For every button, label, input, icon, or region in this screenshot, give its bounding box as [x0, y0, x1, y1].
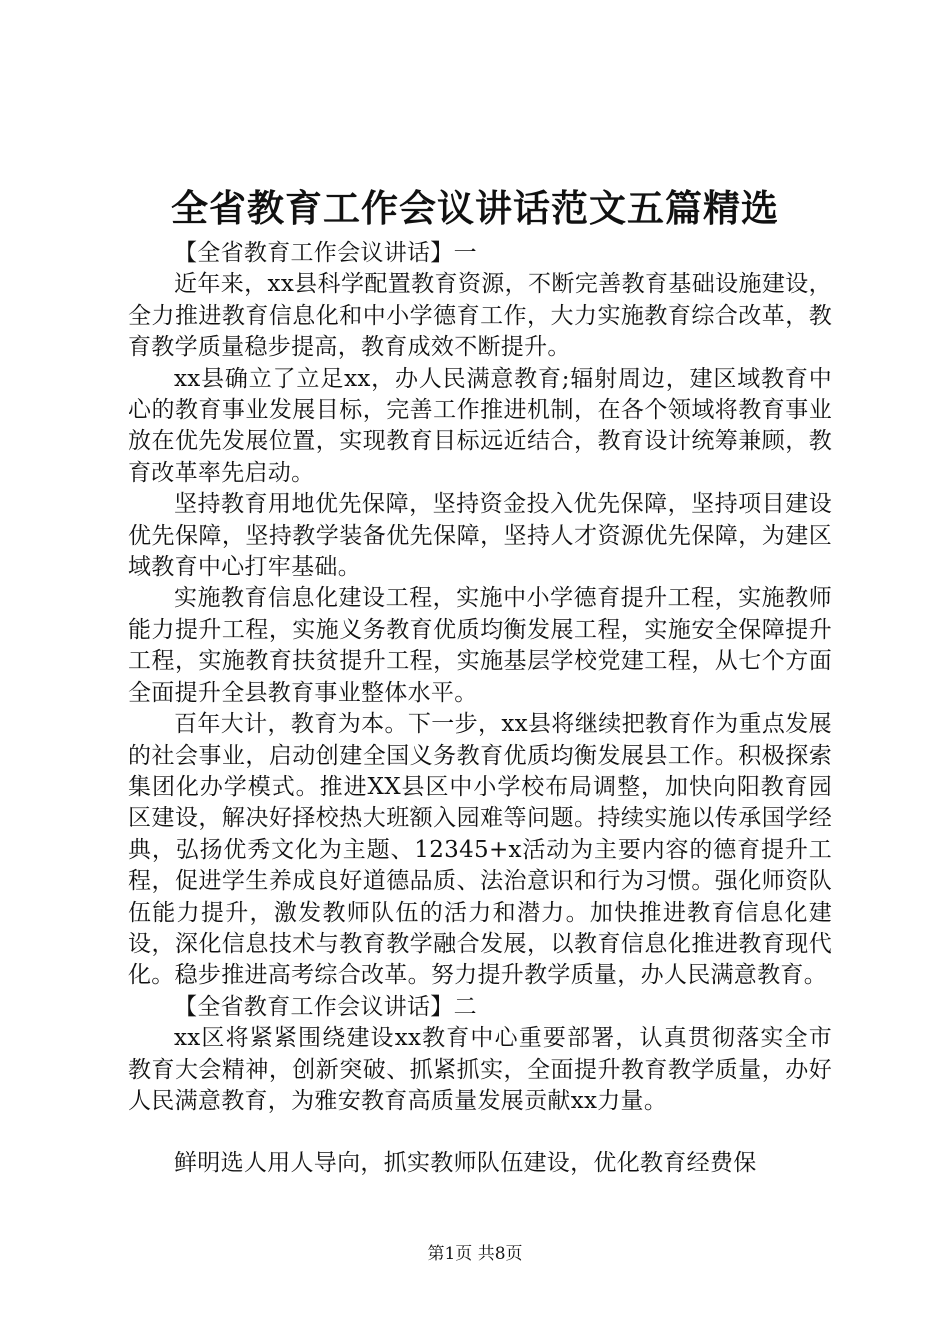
document-body [128, 238, 832, 1180]
paragraph: xx区将紧紧围绕建设xx教育中心重要部署，认真贯彻落实全市教育大会精神，创新突破、抓紧抓实，全面提升教育教学质量，办好人民满意教育，为雅安教育高质量发展贡献xx力量。 [128, 1025, 832, 1114]
paragraph: 坚持教育用地优先保障，坚持资金投入优先保障，坚持项目建设优先保障，坚持教学装备优先保障，坚持人才资源优先保障，为建区域教育中心打牢基础。 [128, 491, 832, 581]
paragraph: 实施教育信息化建设工程，实施中小学德育提升工程，实施教师能力提升工程，实施义务教育优质均衡发展工程，实施安全保障提升工程，实施教育扶贫提升工程，实施基层学校党建工程，从七个方面全面提升全县教育事业整体水平。 [128, 585, 832, 706]
section-heading-1: 【全省教育工作会议讲话】一 [174, 240, 477, 266]
paragraph: xx县确立了立足xx，办人民满意教育;辐射周边，建区域教育中心的教育事业发展目标，完善工作推进机制，在各个领域将教育事业放在优先发展位置，实现教育目标远近结合，教育设计统筹兼顾，教育改革率先启动。 [128, 365, 832, 486]
page-footer: 第1页 共8页 [427, 1244, 523, 1264]
paragraph: 鲜明选人用人导向，抓实教师队伍建设，优化教育经费保 [174, 1150, 757, 1177]
paragraph: 近年来，xx县科学配置教育资源，不断完善教育基础设施建设，全力推进教育信息化和中小学德育工作，大力实施教育综合改革，教育教学质量稳步提高，教育成效不断提升。 [128, 271, 832, 361]
paragraph: 百年大计，教育为本。下一步，xx县将继续把教育作为重点发展的社会事业，启动创建全国义务教育优质均衡发展县工作。积极探索集团化办学模式。推进XX县区中小学校布局调整，加快向阳教育园区建设，解决好择校热大班额入园难等问题。持续实施以传承国学经典，弘扬优秀文化为主题、12345+x活动为主要内容的德育提升工程，促进学生养成良好道德品质、法治意识和行为习惯。强化师资队伍能力提升，激发教师队伍的活力和潜力。加快推进教育信息化建设，深化信息技术与教育教学融合发展，以教育信息化推进教育现代化。稳步推进高考综合改革。努力提升教学质量，办人民满意教育。 [128, 711, 832, 989]
section-heading-2: 【全省教育工作会议讲话】二 [174, 993, 477, 1020]
document-title: 全省教育工作会议讲话范文五篇精选 [171, 186, 779, 230]
